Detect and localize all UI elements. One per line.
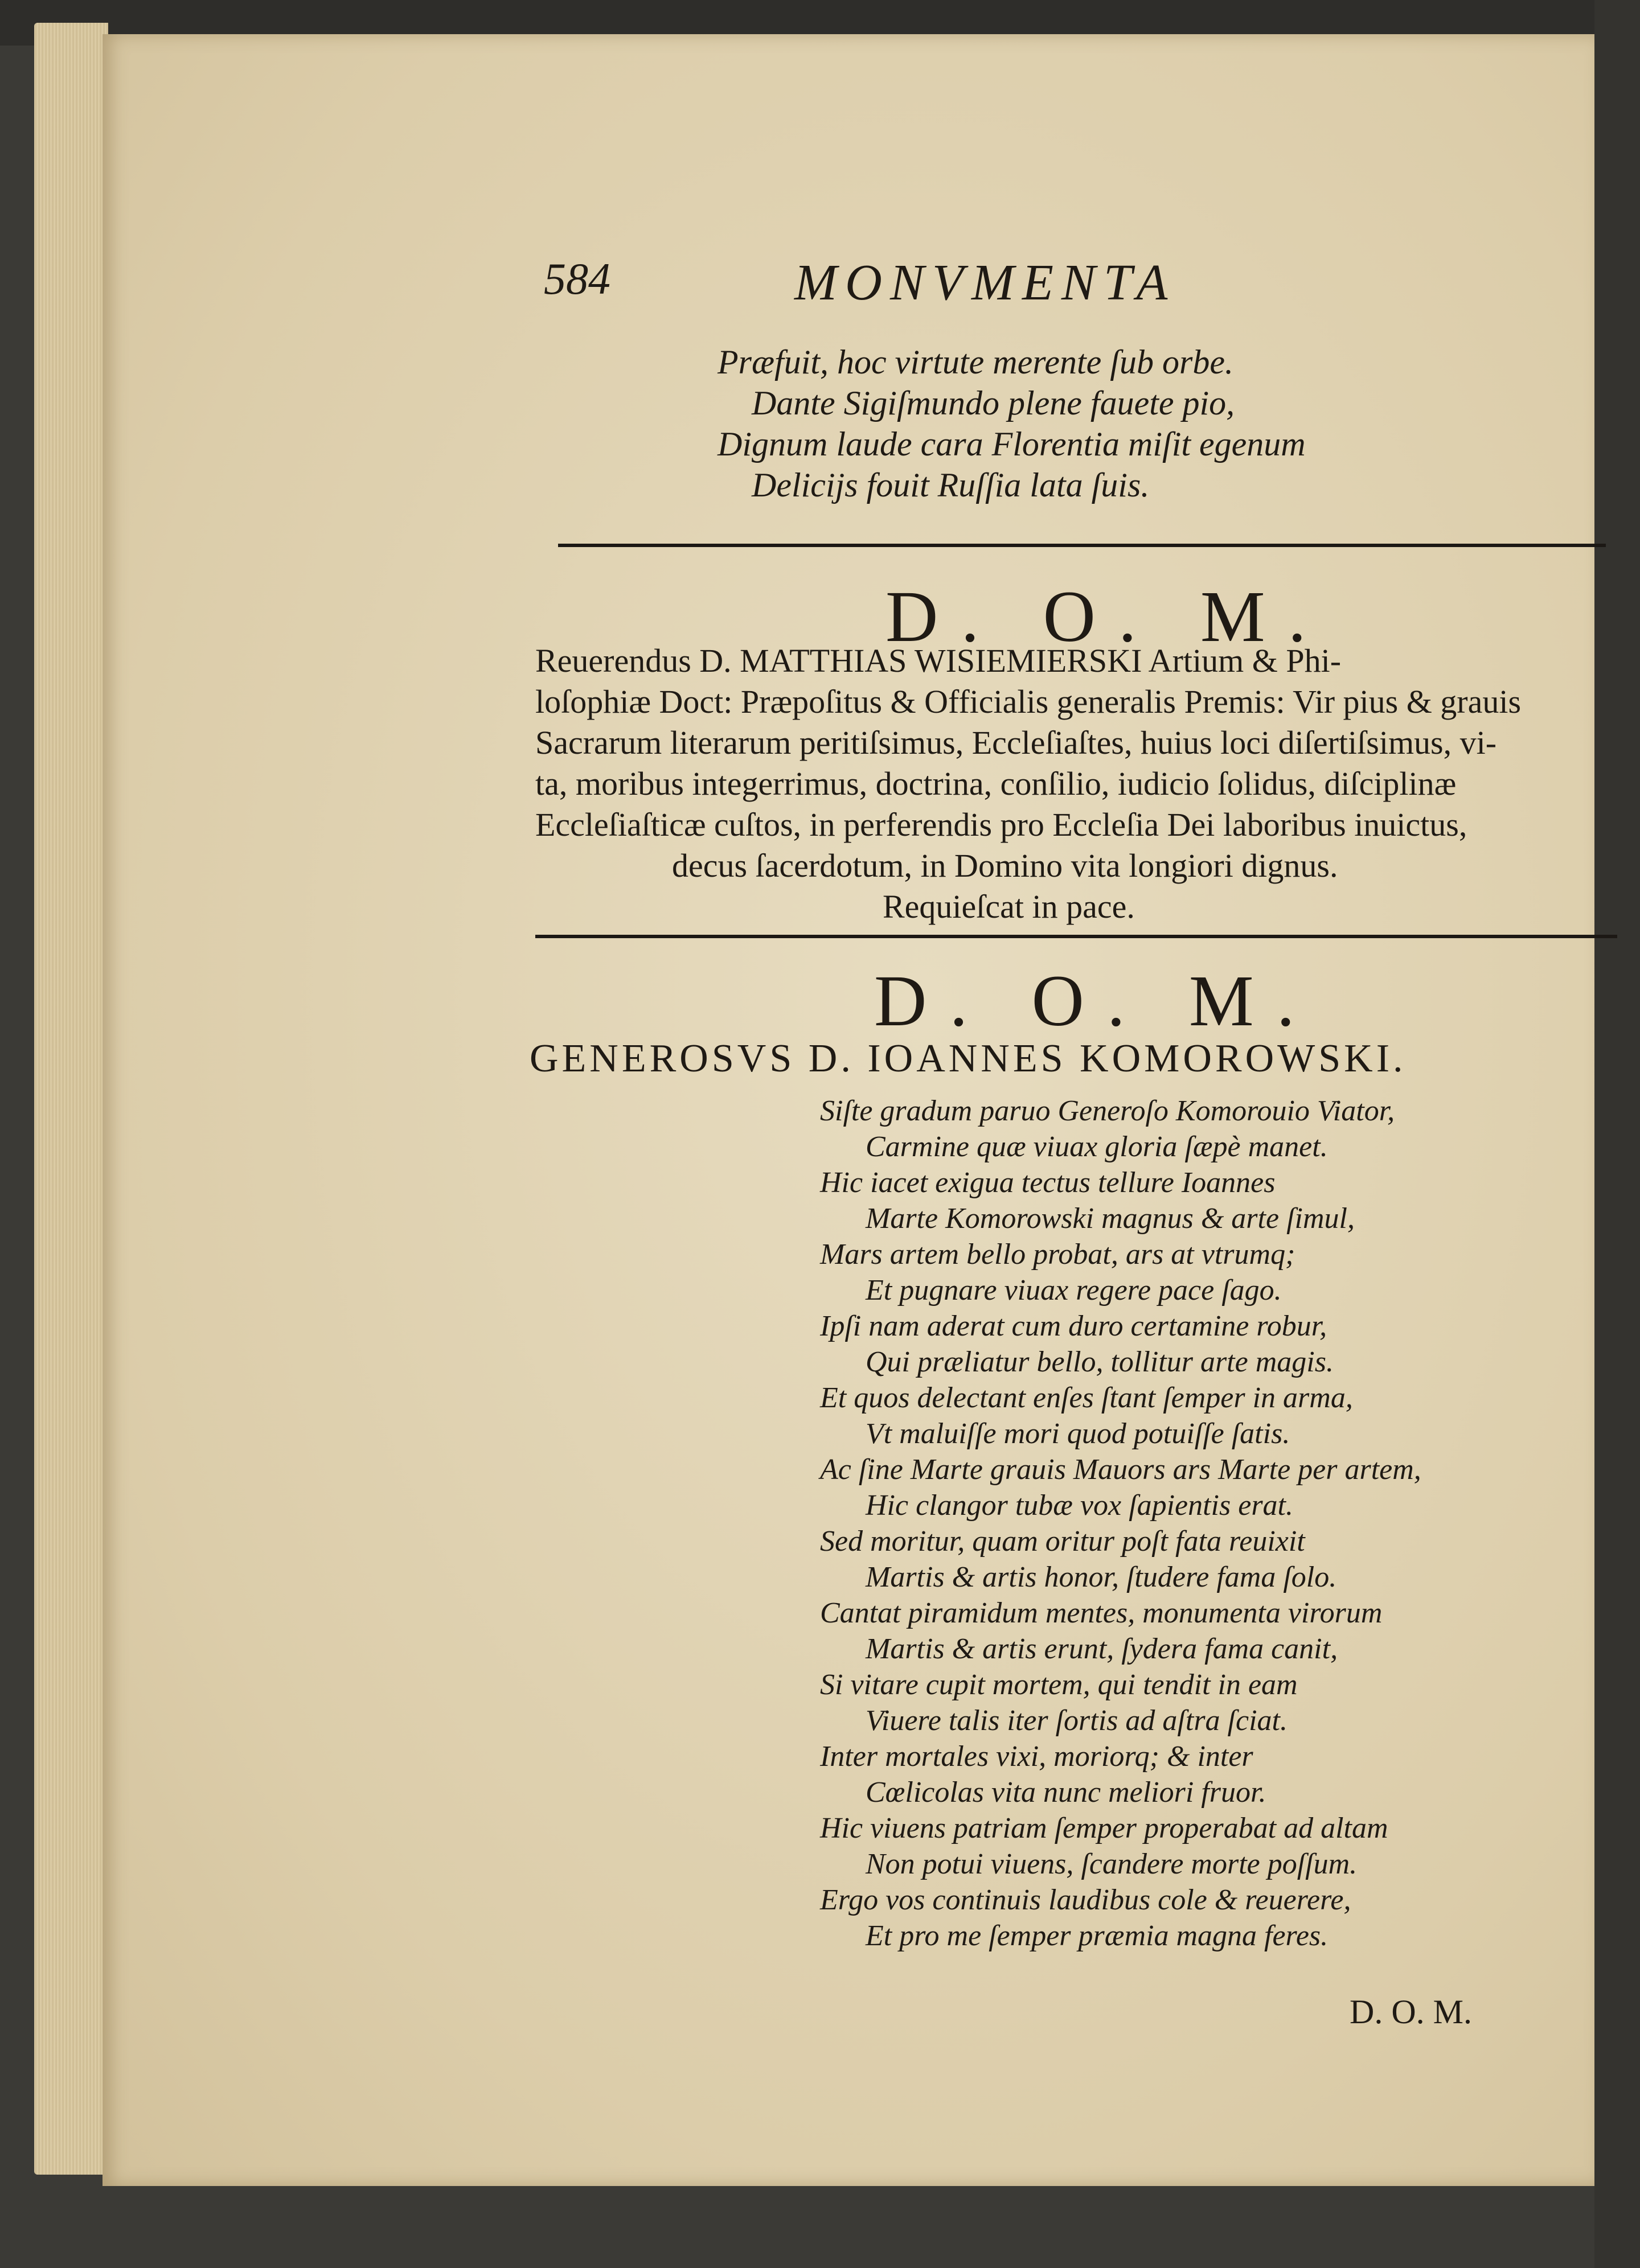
verse-line: Si vitare cupit mortem, qui tendit in eam bbox=[820, 1669, 1298, 1701]
section-rule bbox=[558, 544, 1606, 547]
closing-verses bbox=[718, 342, 1306, 506]
verse-line: Et quos delectant enſes ſtant ſemper in arma, bbox=[820, 1382, 1353, 1414]
epitaph-wisiemierski bbox=[535, 640, 1606, 927]
verse-line: Dignum laude cara Florentia miſit egenum bbox=[718, 425, 1306, 463]
running-title: MONVMENTA bbox=[794, 254, 1176, 311]
epitaph-komorowski-poem bbox=[820, 1093, 1421, 1954]
verse-line: Et pro me ſemper præmia magna feres. bbox=[866, 1920, 1329, 1952]
epitaph-name: GENEROSVS D. IOANNES KOMOROWSKI. bbox=[530, 1037, 1407, 1080]
prose-line: Eccleſiaſticæ cuſtos, in perferendis pro Eccleſia Dei laboribus inuictus, bbox=[535, 806, 1467, 843]
verse-line: Ipſi nam aderat cum duro certamine robur, bbox=[820, 1310, 1327, 1342]
verse-line: Hic clangor tubæ vox ſapientis erat. bbox=[866, 1489, 1294, 1522]
prose-line: Sacrarum literarum peritiſsimus, Eccleſiaſtes, huius loci diſertiſsimus, vi- bbox=[535, 724, 1497, 761]
verse-line: Martis & artis honor, ſtudere fama ſolo. bbox=[866, 1561, 1337, 1593]
verse-line: Hic iacet exigua tectus tellure Ioannes bbox=[820, 1166, 1276, 1199]
prose-line: decus ſacerdotum, in Domino vita longiori dignus. bbox=[672, 847, 1338, 884]
catchword: D. O. M. bbox=[1350, 1993, 1473, 2031]
verse-line: Qui præliatur bello, tollitur arte magis. bbox=[866, 1346, 1334, 1378]
verse-line: Marte Komorowski magnus & arte ſimul, bbox=[866, 1202, 1355, 1235]
epitaph-heading: D. O. M. bbox=[885, 576, 1329, 657]
page-header bbox=[102, 253, 1594, 322]
verse-line: Hic viuens patriam ſemper properabat ad altam bbox=[820, 1812, 1388, 1844]
prose-line: Reuerendus D. MATTHIAS WISIEMIERSKI Artium & Phi- bbox=[535, 642, 1342, 679]
section-rule bbox=[535, 935, 1617, 938]
verse-line: Carmine quæ viuax gloria ſæpè manet. bbox=[866, 1131, 1328, 1163]
prose-line: loſophiæ Doct: Præpoſitus & Officialis generalis Premis: Vir pius & grauis bbox=[535, 683, 1522, 720]
verse-line: Mars artem bello probat, ars at vtrumq; bbox=[820, 1238, 1295, 1271]
verse-line: Ergo vos continuis laudibus cole & reuerere, bbox=[820, 1884, 1351, 1916]
verse-line: Cantat piramidum mentes, monumenta virorum bbox=[820, 1597, 1383, 1629]
verse-line: Siſte gradum paruo Generoſo Komorouio Viator, bbox=[820, 1095, 1395, 1127]
verse-line: Viuere talis iter ſortis ad aſtra ſciat. bbox=[866, 1704, 1288, 1737]
verse-line: Non potui viuens, ſcandere morte poſſum. bbox=[866, 1848, 1358, 1880]
prose-line: Requieſcat in pace. bbox=[883, 888, 1135, 925]
verse-line: Vt maluiſſe mori quod potuiſſe ſatis. bbox=[866, 1418, 1290, 1450]
verse-line: Inter mortales vixi, moriorq; & inter bbox=[820, 1740, 1253, 1773]
verse-line: Delicijs fouit Ruſſia lata ſuis. bbox=[752, 466, 1150, 504]
book-page bbox=[102, 34, 1594, 2186]
verse-line: Et pugnare viuax regere pace ſago. bbox=[866, 1274, 1282, 1306]
verse-line: Præfuit, hoc virtute merente ſub orbe. bbox=[718, 343, 1233, 381]
page-number: 584 bbox=[544, 254, 610, 303]
binding-right bbox=[1594, 0, 1640, 2268]
verse-line: Dante Sigiſmundo plene fauete pio, bbox=[752, 384, 1235, 422]
verse-line: Cœlicolas vita nunc meliori fruor. bbox=[866, 1776, 1266, 1809]
verse-line: Sed moritur, quam oritur poſt fata reuixit bbox=[820, 1525, 1305, 1558]
verse-line: Ac ſine Marte grauis Mauors ars Marte per artem, bbox=[820, 1453, 1421, 1486]
book-page-edges bbox=[34, 23, 108, 2175]
verse-line: Martis & artis erunt, ſydera fama canit, bbox=[866, 1633, 1338, 1665]
epitaph-heading: D. O. M. bbox=[874, 960, 1318, 1041]
prose-line: ta, moribus integerrimus, doctrina, conſilio, iudicio ſolidus, diſciplinæ bbox=[535, 765, 1457, 802]
